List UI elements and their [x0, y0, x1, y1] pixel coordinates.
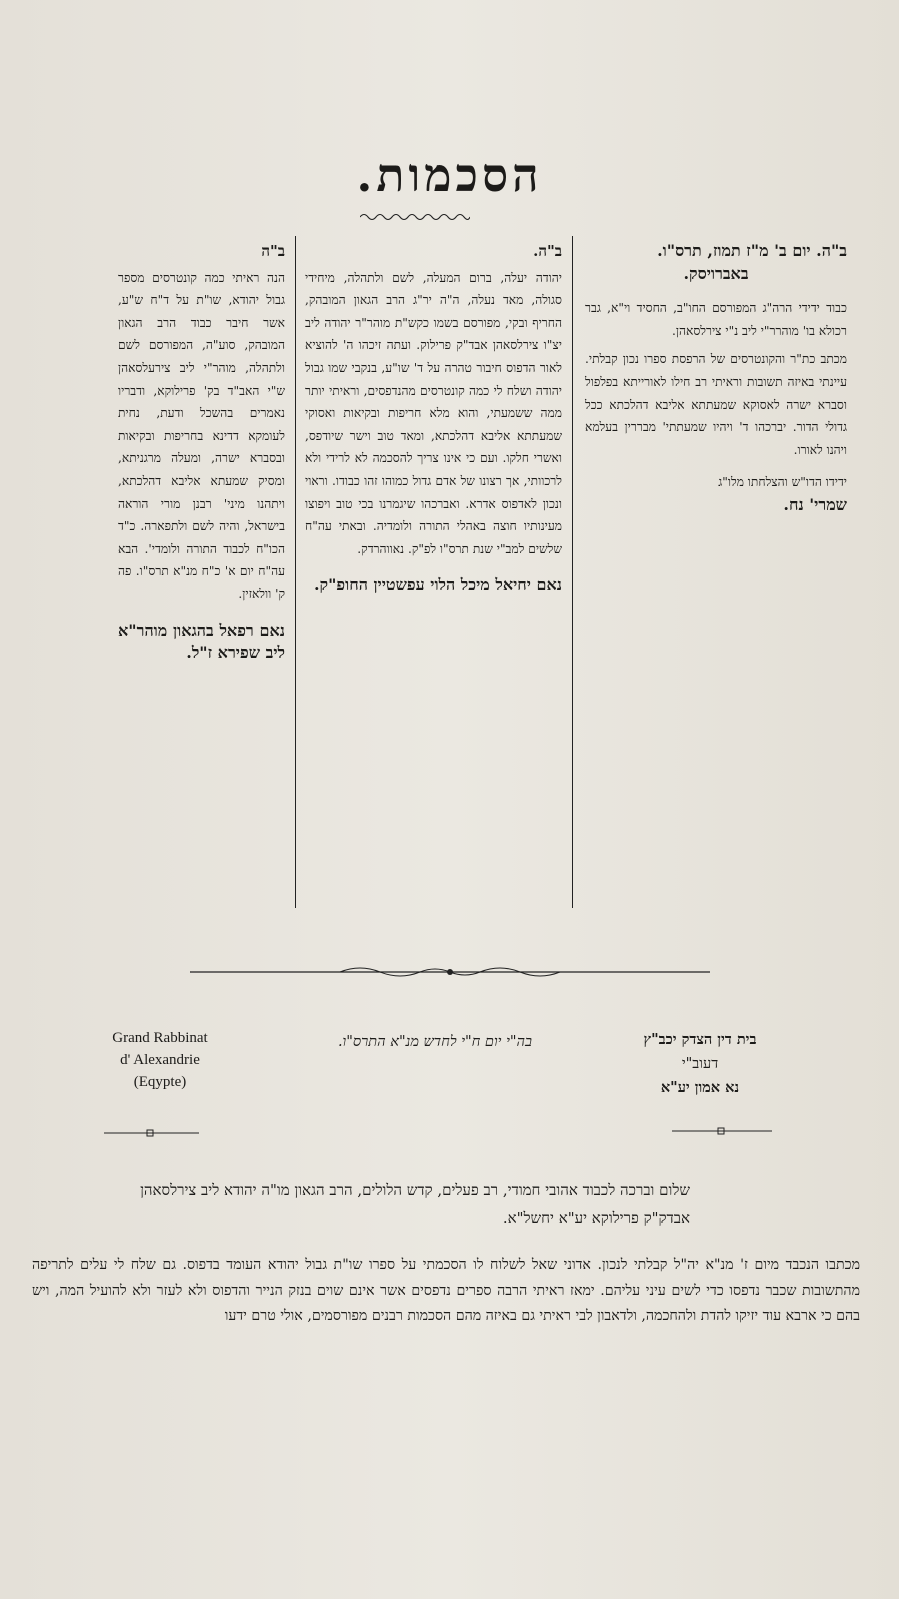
letter-signature: שמרי' נח.	[783, 494, 847, 514]
approbation-left	[118, 240, 285, 665]
beit-din-line: נא אמון יע"א	[660, 1079, 740, 1096]
letter-date: ב"ה. יום ב' מ"ז תמוז, תרס"ו.	[657, 241, 847, 260]
beit-din-header	[600, 1028, 800, 1100]
approbation-right	[585, 240, 847, 517]
page-title: הסכמות.	[356, 148, 543, 202]
column-divider	[295, 236, 296, 908]
column-divider	[572, 236, 573, 908]
rabbinate-line: Grand Rabbinat	[112, 1030, 208, 1046]
beit-din-line: בית דין הצדק יכב"ץ	[643, 1031, 757, 1048]
rabbinate-line: (Eqypte)	[133, 1074, 187, 1090]
ornament-dash	[104, 1128, 199, 1138]
letter-addressee: כבוד ידידי הרה"ג המפורסם החו"ב, החסיד וי"א, גבר רכולא בו' מוהרר"י ליב נ"י צירלסאהן.	[585, 301, 847, 338]
title-flourish	[360, 212, 470, 222]
letter-signature: נאם רפאל בהגאון מוהר"א ליב שפירא ז"ל.	[118, 620, 285, 663]
letter-closing: ידידו הדו"ש והצלחתו מלו"ג	[718, 475, 847, 490]
letter-body: הנה ראיתי כמה קונטרסים מספר גבול יהודא, שו"ת על ד"ח ש"ע, אשר חיבר כבוד הרב הגאון המובהק, סוע"ה, המפורסם לשם ולתהלה, מוהר"י ליב צירעלסאהן ש"י האב"ד בק' פרילוקא, ודבריו נאמרים בהשכל ודעת, נחית לעומקא דדינא בחריפות ובקיאות ובסברא ישרה, ומעלה מרגניתא, ומסיק שמעתא אליבא דהלכתא, ויתהנו מיני' רבנן מורי הוראה בישראל, והיה לשם ולתפארה. כ"ד הכו"ח לכבוד התורה ולומדי'. הבא עה"ח יום א' כ"ח מנ"א תרס"ו. פה ק' וולאזין.	[118, 270, 285, 601]
letter-greeting: שלום וברכה לכבוד אהובי חמודי, רב פעלים, קדש הלולים, הרב הגאון מו"ה יהודא ליב צירלסאהן אבדק"ק פרילוקא יע"א יחשל"א.	[140, 1181, 690, 1227]
letter-date-line: בה"י יום ח"י לחדש מנ"א התרס"ו.	[337, 1034, 533, 1050]
letter-heading: ב"ה	[261, 242, 285, 260]
approbation-middle	[305, 240, 562, 597]
ornament-divider	[190, 964, 710, 980]
beit-din-line: דעוב"י	[681, 1056, 719, 1072]
rabbinate-line: d' Alexandrie	[120, 1052, 200, 1068]
letter-heading: ב"ה.	[533, 242, 562, 260]
ornament-dash	[672, 1126, 772, 1136]
letter-body-text: מכתבו הנכבד מיום ז' מנ"א יה"ל קבלתי לנכון. אדוני שאל לשלוח לו הסכמתי על ספרו שו"ת גבול יהודא העומד בדפוס. גם שלח לי עלים לתריפה מהתשובות שכבר נדפסו כדי לשים עיני עליהם. ימאז ראיתי הרבה ספרים נדפסים אשר אינם שוים בנזק הנייר והדפוס ולא לעזר ולא להועיל המה, ויש בהם כי ארבא עוד יזיקו להדת ולהחכמה, ולדאבון לבי ראיתי גם באיזה מהם הסכמות רבנים מפורסמים, אולי טרם ידעו	[32, 1257, 860, 1324]
rabbinate-header	[60, 1027, 260, 1093]
letter-body: יהודה יעלה, ברום המעלה, לשם ולתהלה, מיחידי סגולה, מאד נעלה, ה"ה יר"ג הרב הגאון המובהק, החריף ובקי, מפורסם בשמו כקש"ת מוהר"ר יהודה ליב יצ"ו צירלסאהן אבד"ק פרילוק. ועתה זיכהו ה' להוציא לאור הדפוס חיבור טהרה על ד' שו"ע, בנקבי שמו גבול יהודה ושלח לי כמה קונטרסים מהנדפסים, וראיתי יותר ממה ששמעתי, והוא מלא חריפות ובקיאות ואסוקי שמעתתא אליבא דהלכתא, ומאד טוב וישר שיודפס, ואשרי חלקו. ועם כי אינו צריך להסכמה לא לרידי ולא לרכוותי, אך רצונו של אדם גדול כמוהו זהו כבודו. וראוי ונכון לאדפוס אדרא. ואברכהו שיגמרנו בכי טוב ויפוצו מעינותיו חוצה באהלי התורה ולומדיה. ובאתי עה"ח שלשים למב"י שנת תרס"ו לפ"ק. נאווהרדק.	[305, 270, 562, 556]
letter-place: באברויסק.	[683, 263, 749, 283]
letter-body: מכתב כת"ר והקונטרסים של הרפסת ספרו נכון קבלתי. עיינתי באיזה תשובות וראיתי רב חילו לאורייתא בפלפול וסברא ישרה לאסוקא שמעתתא אליבא דהלכתא ככל גדולי הדור. יברכהו ד' ויהיו שמעתתי' מבררין בעלמא ויהנו לאורו.	[585, 352, 847, 457]
letter-signature: נאם יחיאל מיכל הלוי עפשטיין החופ"ק.	[313, 575, 562, 595]
